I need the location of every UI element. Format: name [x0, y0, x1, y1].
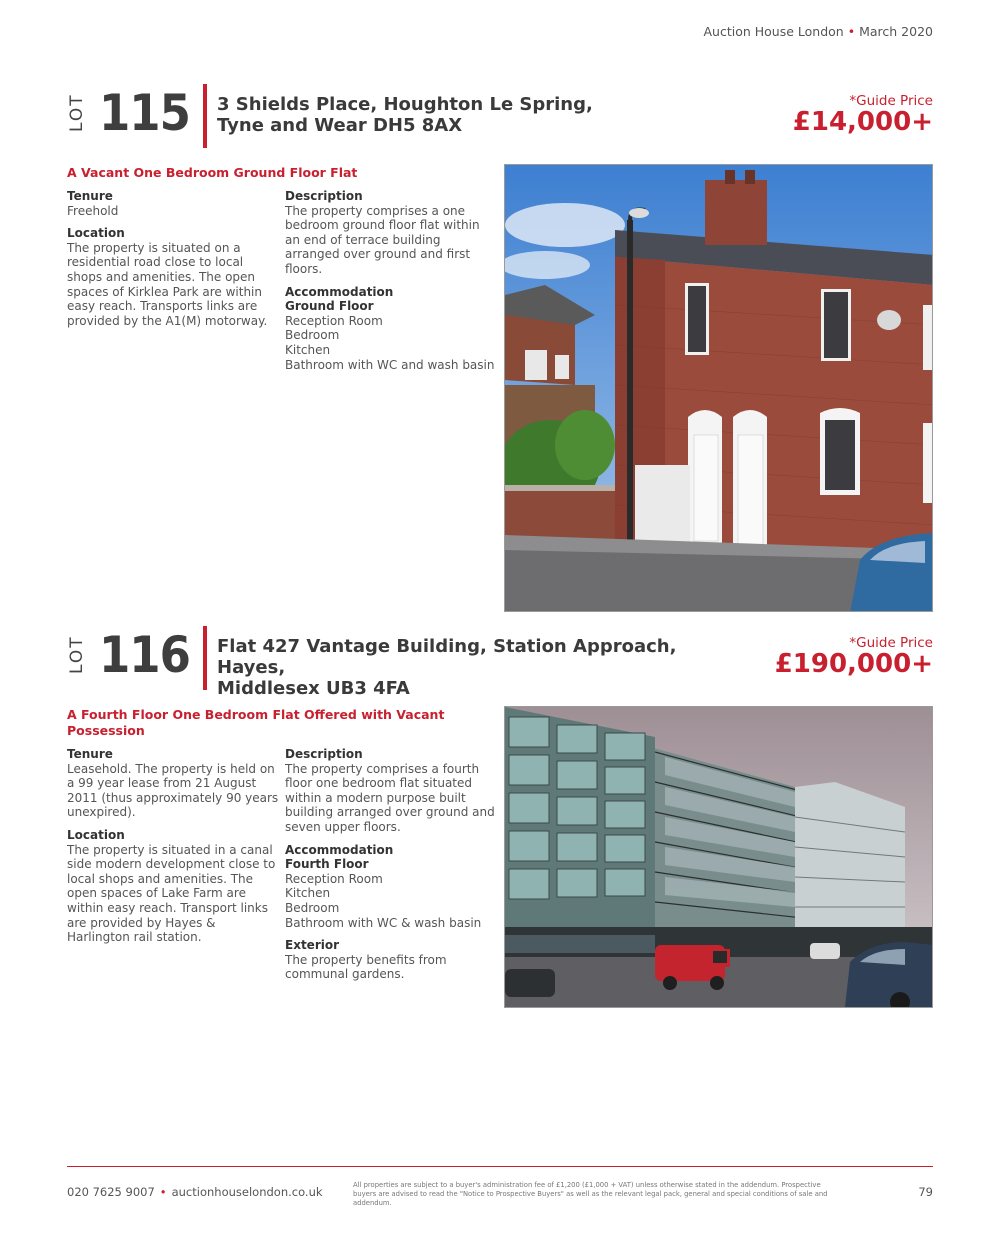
description-text: The property comprises a fourth floor one bedroom flat situated within a modern purpose built building arranged over ground and seven upper floors. [285, 761, 495, 834]
room-item: Bathroom with WC & wash basin [285, 915, 482, 930]
guide-price-block [775, 635, 933, 678]
description-heading: Description [285, 747, 363, 761]
separator-dot: • [159, 1185, 167, 1199]
terraced-house-illustration [505, 165, 933, 612]
room-item: Kitchen [285, 342, 331, 357]
tenure-text: Leasehold. The property is held on a 99 year lease from 21 August 2011 (thus approximately 90 years unexpired). [67, 761, 279, 820]
right-column [285, 747, 497, 990]
lot-label: LOT [67, 93, 87, 132]
exterior-text: The property benefits from communal gardens. [285, 952, 447, 982]
subtitle-line-2: Possession [67, 723, 145, 738]
location-text: The property is situated in a canal side modern development close to local shops and amenities. The open spaces of Lake Farm are within easy reach. Transport links are provided by Hayes & Harlington rail station. [67, 842, 276, 945]
guide-price-block [793, 93, 933, 136]
location-heading: Location [67, 827, 125, 842]
lot-115 [67, 80, 933, 620]
address-line-1: 3 Shields Place, Houghton Le Spring, [217, 94, 593, 115]
page-number: 79 [918, 1185, 933, 1199]
accommodation-heading: Accommodation [285, 284, 394, 299]
lot-label: LOT [67, 635, 87, 674]
floor-heading: Ground Floor [285, 299, 374, 314]
guide-price-value: £190,000+ [774, 649, 933, 679]
left-column [67, 747, 279, 953]
lot-116 [67, 622, 933, 1022]
subtitle-line-1: A Fourth Floor One Bedroom Flat Offered with Vacant [67, 707, 445, 722]
address-line-2: Tyne and Wear DH5 8AX [217, 115, 463, 136]
lot-address [217, 94, 737, 136]
guide-price-label: *Guide Price [849, 93, 933, 109]
lot-address [217, 636, 737, 699]
location-heading: Location [67, 226, 125, 241]
property-photo [504, 706, 933, 1008]
tenure-heading: Tenure [67, 747, 113, 761]
guide-price-value: £14,000+ [792, 107, 933, 137]
company-name: Auction House London [703, 24, 844, 39]
address-line-2: Middlesex UB3 4FA [217, 678, 410, 699]
lot-divider-bar [203, 84, 207, 148]
address-line-1: Flat 427 Vantage Building, Station Approach, Hayes, [217, 636, 677, 678]
issue-date: March 2020 [859, 24, 933, 39]
accommodation-heading: Accommodation [285, 842, 394, 857]
tenure-heading: Tenure [67, 189, 113, 203]
left-column [67, 189, 279, 336]
guide-price-label: *Guide Price [849, 635, 933, 651]
lot-subtitle [67, 707, 467, 739]
property-photo [504, 164, 933, 612]
right-column [285, 189, 497, 380]
footer-website-link[interactable]: auctionhouselondon.co.uk [171, 1185, 323, 1199]
description-heading: Description [285, 189, 363, 203]
room-item: Kitchen [285, 886, 331, 901]
lot-divider-bar [203, 626, 207, 690]
lot-number: 116 [99, 626, 190, 684]
tenure-text: Freehold [67, 203, 119, 218]
header-brand-date [704, 24, 934, 39]
room-item: Bedroom [285, 328, 340, 343]
apartment-building-illustration [505, 707, 933, 1008]
room-list [285, 872, 497, 930]
lot-subtitle: A Vacant One Bedroom Ground Floor Flat [67, 165, 358, 180]
floor-heading: Fourth Floor [285, 857, 369, 872]
room-item: Bathroom with WC and wash basin [285, 357, 495, 372]
lot-number: 115 [99, 84, 190, 142]
room-item: Bedroom [285, 900, 340, 915]
room-list [285, 314, 497, 372]
description-text: The property comprises a one bedroom ground floor flat within an end of terrace building arranged over ground and first floors. [285, 203, 480, 276]
room-item: Reception Room [285, 313, 383, 328]
footer-contact [67, 1185, 323, 1199]
room-item: Reception Room [285, 871, 383, 886]
separator-dot: • [847, 24, 856, 39]
footer-disclaimer: All properties are subject to a buyer's administration fee of £1,200 (£1,000 + VAT) unless otherwise stated in the addendum. Prospective buyers are advised to read the "Notice to Prospective Buyers" as well as the relevant legal pack, general and special conditions of sale and addendum. [353, 1181, 828, 1207]
exterior-heading: Exterior [285, 938, 340, 953]
footer-phone[interactable]: 020 7625 9007 [67, 1185, 155, 1199]
location-text: The property is situated on a residential road close to local shops and amenities. The open spaces of Kirklea Park are within easy reach. Transports links are provided by the A1(M) motorway. [67, 240, 268, 328]
footer-divider [67, 1166, 933, 1167]
